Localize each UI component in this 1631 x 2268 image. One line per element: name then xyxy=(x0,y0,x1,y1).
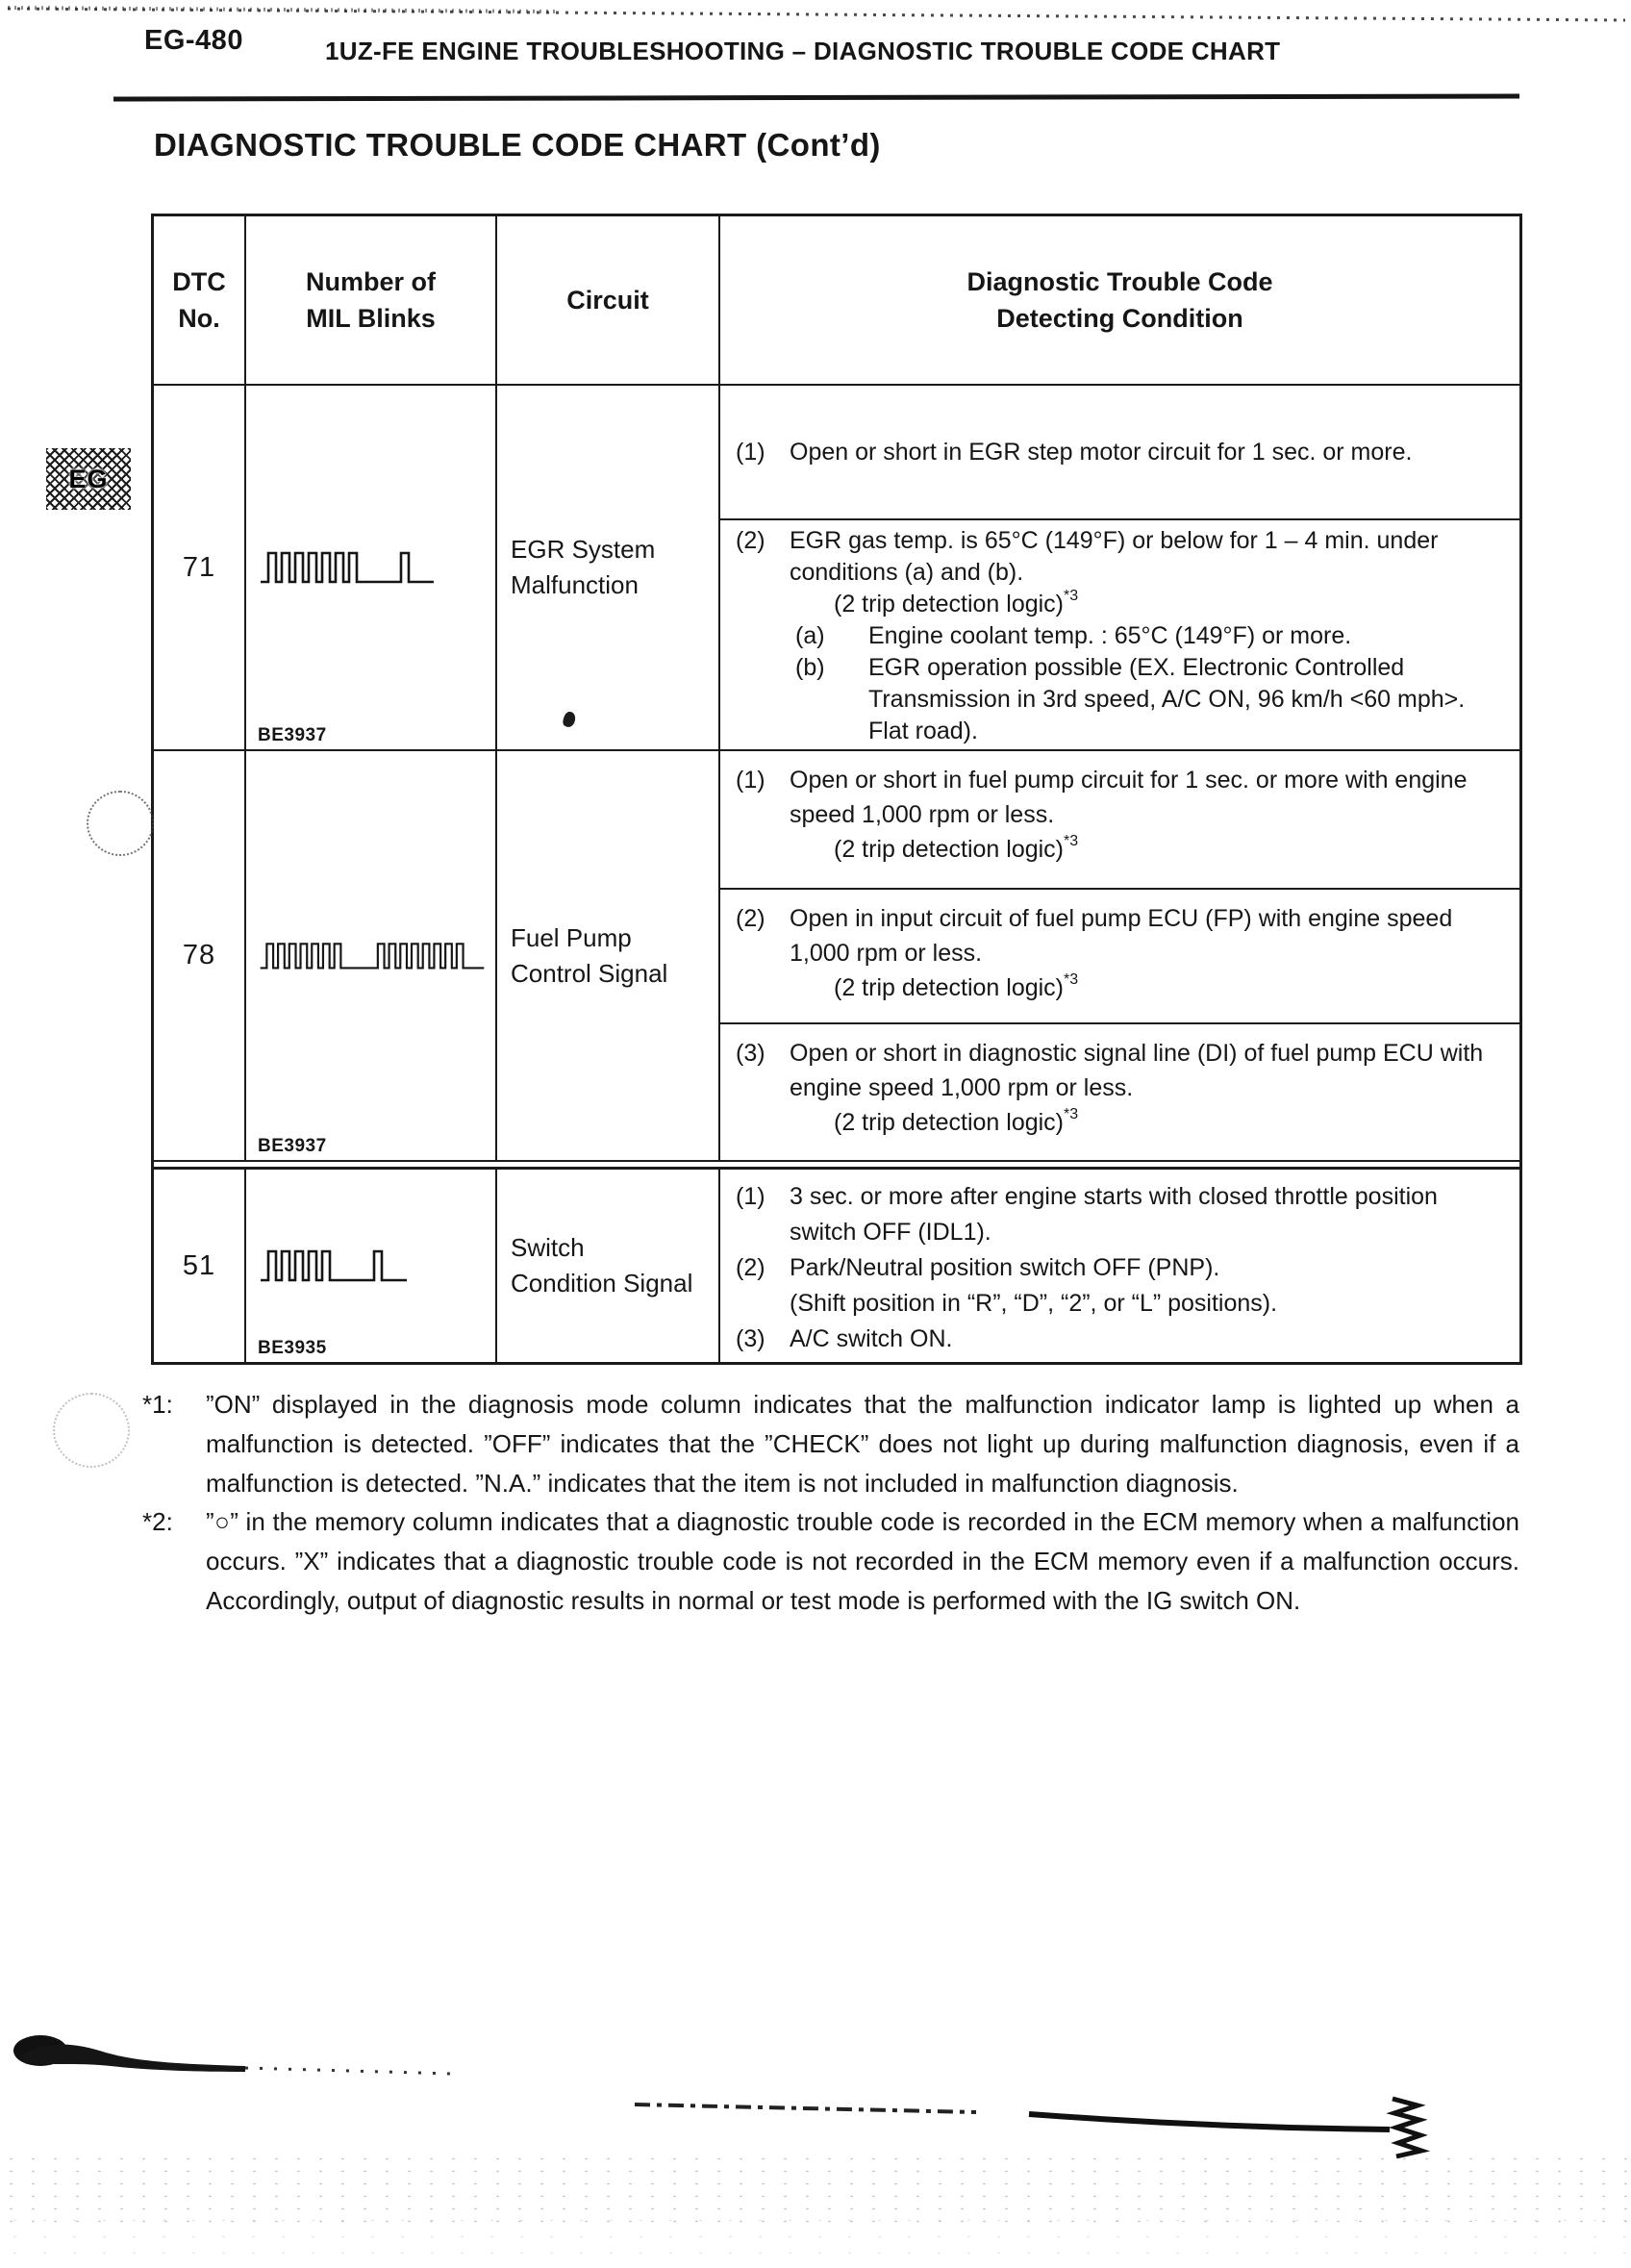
footnote-2-text: ”○” in the memory column indicates that a diagnostic trouble code is recorded in the ECM memory when a malfunction occurs. ”X” indicates that a diagnostic trouble code is not recorded in the ECM memory even if a malfunction occurs. Accordingly, output of diagnostic results in normal or test mode is performed with the IG switch ON. xyxy=(206,1507,1519,1615)
scan-edge-line-dense xyxy=(8,8,558,12)
section-tab-label: EG xyxy=(68,464,109,493)
circuit-cell-78 xyxy=(497,751,720,1160)
scan-circle-artifact xyxy=(53,1393,130,1468)
header-dtc-no-label: DTC No. xyxy=(172,267,226,333)
condition-item-text: Open or short in EGR step motor circuit for 1 sec. or more. xyxy=(790,439,1413,466)
scan-scribble xyxy=(1393,2099,1421,2156)
condition-cell-78 xyxy=(720,751,1519,1160)
dtc-number-label: 51 xyxy=(182,1249,216,1281)
mil-blink-waveform-51 xyxy=(259,1247,409,1284)
footnote-ref-3: *3 xyxy=(1064,970,1079,988)
scan-dotted-trail xyxy=(245,2068,452,2074)
dtc-number-label: 71 xyxy=(182,551,216,583)
table-row-dtc-78 xyxy=(154,751,1519,1162)
waveform-path xyxy=(261,944,485,968)
condition-78-1 xyxy=(720,751,1519,890)
running-header: 1UZ-FE ENGINE TROUBLESHOOTING – DIAGNOSTIC TROUBLE CODE CHART xyxy=(325,37,1281,65)
trip-logic-note xyxy=(736,832,1500,867)
footnote-2-label: *2: xyxy=(142,1507,173,1536)
condition-item-text: 3 sec. or more after engine starts with closed throttle position switch OFF (IDL1). xyxy=(790,1183,1438,1246)
trip-logic-note-text: (2 trip detection logic) xyxy=(834,974,1065,1001)
trip-logic-note xyxy=(736,589,1500,620)
condition-item xyxy=(736,1250,1500,1286)
footnote-ref-3: *3 xyxy=(1064,832,1079,849)
footnote-2 xyxy=(142,1502,1523,1621)
condition-78-3 xyxy=(720,1024,1519,1160)
mil-blink-waveform-78 xyxy=(259,941,486,971)
footnote-1-label: *1: xyxy=(142,1390,173,1419)
condition-item-number: (3) xyxy=(736,1040,765,1067)
condition-item-number: (b) xyxy=(795,654,825,681)
condition-item-text: Open or short in diagnostic signal line (DI) of fuel pump ECU with engine speed 1,000 rpm or less. xyxy=(790,1040,1484,1101)
condition-71-1 xyxy=(720,386,1519,520)
header-dtc-no xyxy=(154,216,246,384)
mil-blink-cell-51 xyxy=(246,1170,497,1362)
circuit-cell-71 xyxy=(497,386,720,749)
footnote-1-text: ”ON” displayed in the diagnosis mode column indicates that the malfunction indicator lamp is lighted up when a malfunction is detected. ”OFF” indicates that the ”CHECK” does not light up during malfunction diagnosis, even if a malfunction is detected. ”N.A.” indicates that the item is not included in malfunction diagnosis. xyxy=(206,1390,1519,1498)
condition-item-text: Park/Neutral position switch OFF (PNP). xyxy=(790,1254,1220,1281)
condition-item-number: (2) xyxy=(736,527,765,554)
condition-item xyxy=(736,525,1500,589)
page-code: EG-480 xyxy=(144,25,243,56)
trip-logic-note xyxy=(736,1105,1500,1140)
trip-logic-note xyxy=(736,970,1500,1005)
figure-code: BE3935 xyxy=(258,1338,327,1358)
footnote-ref-3: *3 xyxy=(1064,1105,1079,1122)
dtc-number-71 xyxy=(154,386,246,749)
header-rule xyxy=(113,93,1519,101)
scan-noise-band xyxy=(0,2212,1631,2266)
condition-item-text: Engine coolant temp. : 65°C (149°F) or more. xyxy=(868,622,1352,649)
condition-item-text: Open in input circuit of fuel pump ECU (FP) with engine speed 1,000 rpm or less. xyxy=(790,905,1453,967)
double-rule-separator xyxy=(154,1162,1519,1170)
figure-code: BE3937 xyxy=(258,1136,327,1156)
circuit-cell-51 xyxy=(497,1170,720,1362)
condition-item-text: EGR operation possible (EX. Electronic Controlled Transmission in 3rd speed, A/C ON, 96 km/h <60 mph>. Flat road). xyxy=(868,654,1466,744)
header-circuit xyxy=(497,216,720,384)
trip-logic-note-text: (2 trip detection logic) xyxy=(834,836,1065,863)
dtc-number-label: 78 xyxy=(182,940,216,970)
condition-subitem-b xyxy=(736,652,1500,747)
scan-dark-line xyxy=(1029,2114,1390,2129)
condition-item xyxy=(736,1322,1500,1357)
header-mil-blinks xyxy=(246,216,497,384)
condition-item-number xyxy=(736,1286,790,1322)
condition-item-number: (1) xyxy=(736,767,765,794)
waveform-path xyxy=(261,553,434,582)
condition-item xyxy=(736,763,1500,832)
condition-item xyxy=(736,1179,1500,1250)
scan-edge-artifact xyxy=(0,0,1631,29)
condition-item-text: (Shift position in “R”, “D”, “2”, or “L” positions). xyxy=(790,1290,1278,1317)
condition-item xyxy=(736,901,1500,970)
condition-subcells xyxy=(720,751,1519,1160)
mil-blink-waveform-71 xyxy=(259,549,436,586)
mil-blink-cell-71 xyxy=(246,386,497,749)
scan-circle-artifact xyxy=(87,791,154,856)
header-mil-blinks-label: Number of MIL Blinks xyxy=(306,267,436,333)
circuit-label: Switch Condition Signal xyxy=(511,1233,693,1298)
condition-item-number: (1) xyxy=(736,439,765,466)
condition-item-text: EGR gas temp. is 65°C (149°F) or below for 1 – 4 min. under conditions (a) and (b). xyxy=(790,527,1439,586)
footnote-1 xyxy=(142,1385,1523,1503)
condition-item-number: (3) xyxy=(736,1325,765,1352)
trip-logic-note-text: (2 trip detection logic) xyxy=(834,1109,1065,1136)
condition-71-2 xyxy=(720,520,1519,749)
condition-cell-71 xyxy=(720,386,1519,749)
section-tab-eg xyxy=(46,448,131,510)
table-header-row xyxy=(154,216,1519,386)
condition-item-number: (2) xyxy=(736,1254,765,1281)
circuit-label: EGR System Malfunction xyxy=(511,535,656,599)
condition-item xyxy=(736,1036,1500,1105)
dtc-number-51 xyxy=(154,1170,246,1362)
table-row-dtc-71 xyxy=(154,386,1519,751)
header-circuit-label: Circuit xyxy=(566,286,649,315)
scan-dashed-line xyxy=(635,2104,976,2112)
condition-item-number: (a) xyxy=(795,622,825,649)
scan-blob-tail xyxy=(19,2045,245,2073)
condition-item-text: A/C switch ON. xyxy=(790,1325,953,1352)
table-row-dtc-51 xyxy=(154,1170,1519,1362)
dtc-number-78 xyxy=(154,751,246,1160)
header-detecting-condition-label: Diagnostic Trouble Code Detecting Condition xyxy=(966,267,1273,333)
condition-item-text: Open or short in fuel pump circuit for 1 sec. or more with engine speed 1,000 rpm or less. xyxy=(790,767,1468,828)
condition-51 xyxy=(720,1170,1519,1362)
condition-item xyxy=(736,435,1412,469)
condition-cell-51 xyxy=(720,1170,1519,1362)
figure-code: BE3937 xyxy=(258,725,327,745)
trip-logic-note-text: (2 trip detection logic) xyxy=(834,591,1065,617)
circuit-label: Fuel Pump Control Signal xyxy=(511,922,668,988)
waveform-path xyxy=(261,1251,407,1280)
condition-item-continuation xyxy=(736,1286,1500,1322)
condition-subcells xyxy=(720,386,1519,749)
condition-subitem-a xyxy=(736,620,1500,652)
condition-78-2 xyxy=(720,890,1519,1024)
section-title: DIAGNOSTIC TROUBLE CODE CHART (Cont’d) xyxy=(154,127,881,163)
condition-item-number: (2) xyxy=(736,905,765,932)
mil-blink-cell-78 xyxy=(246,751,497,1160)
footnote-ref-3: *3 xyxy=(1064,587,1079,604)
dtc-table xyxy=(151,214,1522,1365)
header-detecting-condition xyxy=(720,216,1519,384)
condition-item-number: (1) xyxy=(736,1183,765,1210)
